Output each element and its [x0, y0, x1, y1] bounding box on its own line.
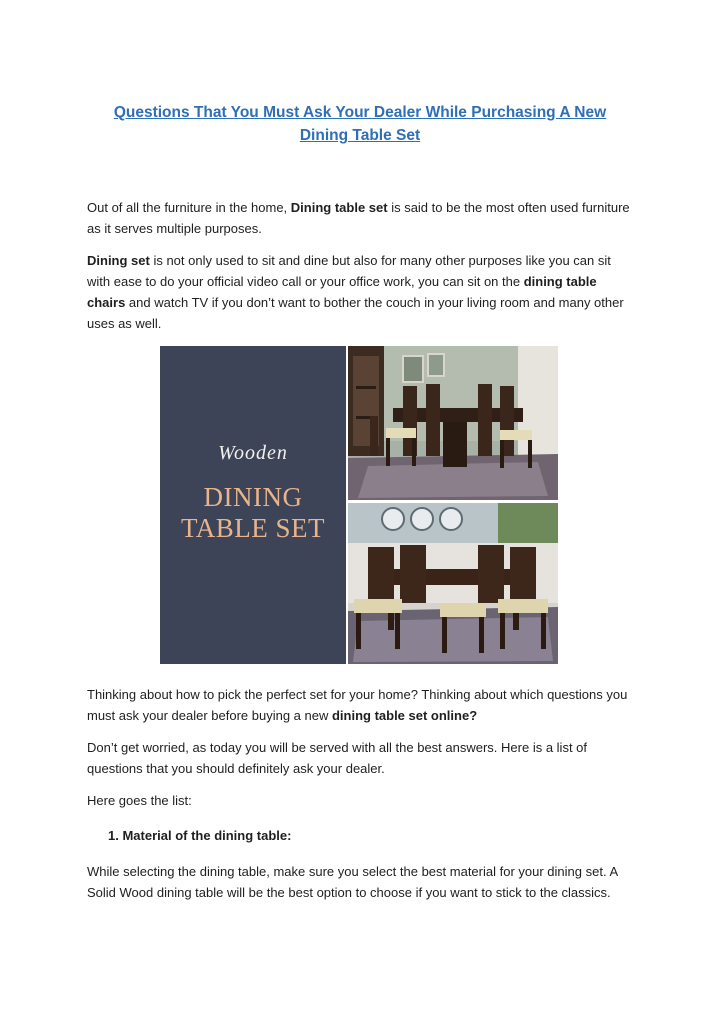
paragraph-list-intro: Here goes the list:	[87, 793, 192, 808]
paragraph-uses-text-end: and watch TV if you don’t want to bother the couch in your living room and many other uses as well.	[87, 295, 624, 331]
paragraph-how-to-pick	[87, 684, 635, 726]
paragraph-dont-worry: Don’t get worried, as today you will be served with all the best answers. Here is a list of questions that you should definitely ask your dealer.	[87, 740, 588, 776]
paragraph-intro-text: Out of all the furniture in the home,	[87, 200, 291, 215]
promo-heading	[160, 482, 346, 544]
bold-dining-table-chairs: dining table chairs	[87, 274, 597, 310]
promo-script-text: Wooden	[218, 442, 288, 464]
dining-room-photo-1	[348, 346, 558, 500]
document-title[interactable]: Questions That You Must Ask Your Dealer While Purchasing A New Dining Table Set	[113, 104, 607, 144]
paragraph-dining-set-uses	[87, 250, 635, 334]
promo-heading-line1: DINING	[203, 482, 303, 512]
dining-room-photo-2-illustration	[348, 503, 558, 664]
bold-dining-set: Dining set	[87, 253, 150, 268]
paragraph-intro	[87, 197, 635, 239]
promo-title-panel	[160, 346, 346, 664]
dining-room-photo-1-illustration	[348, 346, 558, 500]
list-item-material: 1. Material of the dining table:	[108, 828, 292, 843]
paragraph-uses-text: is not only used to sit and dine but also for many other purposes like you can sit with ease to do your official video call or your office work, you can sit on the	[87, 253, 611, 289]
paragraph-how-to-pick-text: Thinking about how to pick the perfect set for your home? Thinking about which questions you must ask your dealer before buying a new	[87, 687, 628, 723]
paragraph-intro-text-end: is said to be the most often used furniture as it serves multiple purposes.	[87, 200, 630, 236]
promo-heading-line2: TABLE SET	[180, 513, 326, 543]
paragraph-material: While selecting the dining table, make sure you select the best material for your dining set. A Solid Wood dining table will be the best option to choose if you want to stick to the classics.	[87, 864, 618, 900]
bold-dining-table-set: Dining table set	[290, 200, 388, 215]
bold-dining-table-set-online: dining table set online?	[331, 708, 478, 723]
dining-room-photo-2	[348, 503, 558, 664]
promo-image	[160, 346, 558, 664]
